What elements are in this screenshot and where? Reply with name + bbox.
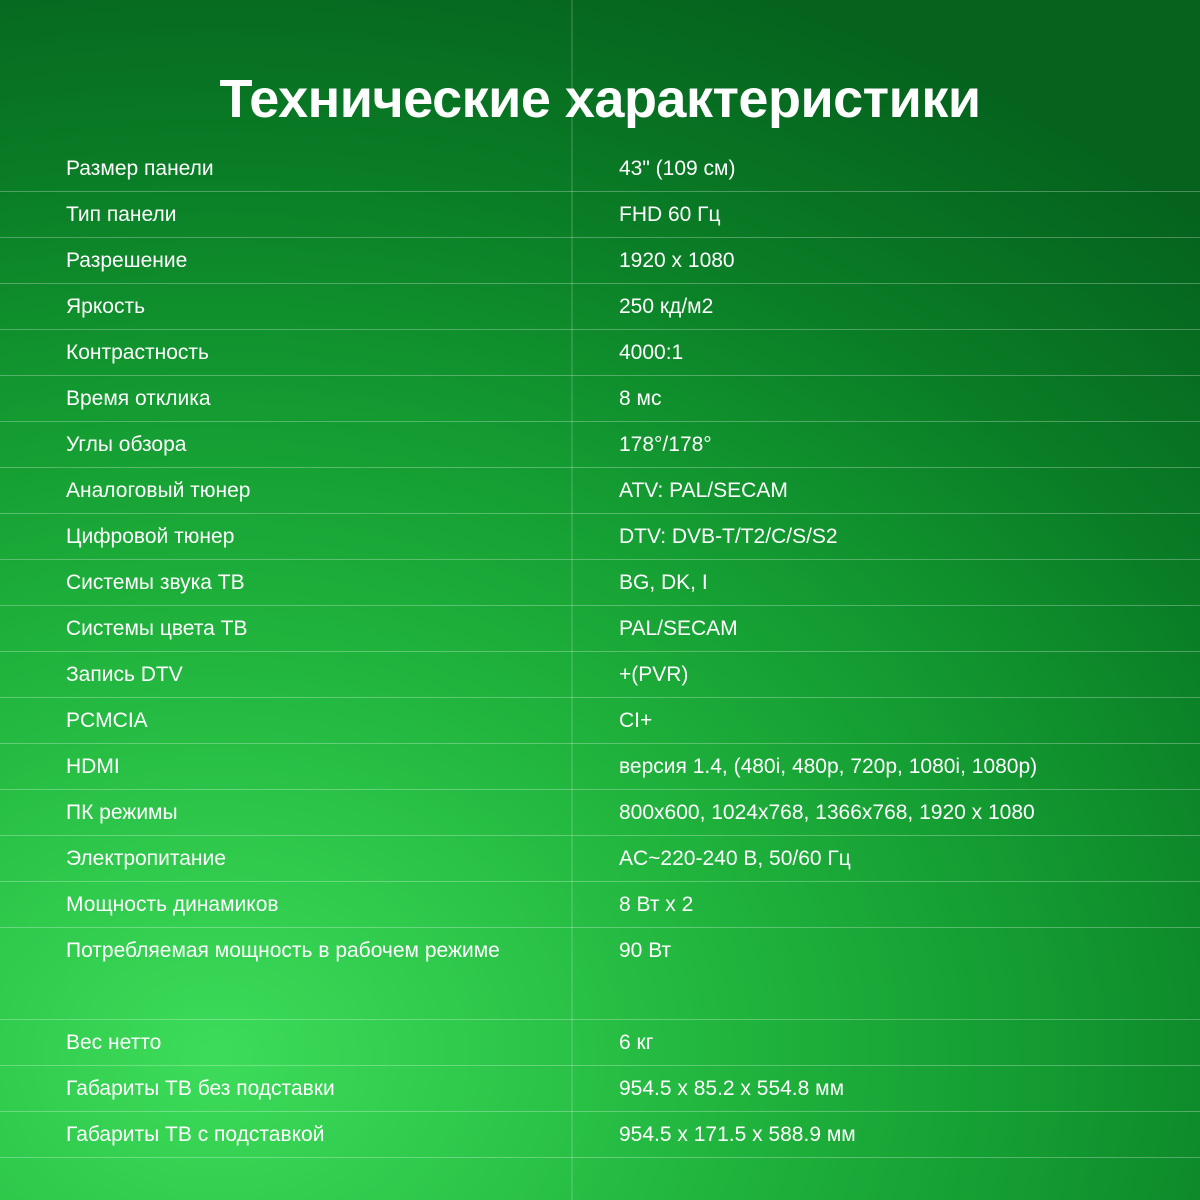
- table-row: [0, 928, 1200, 1020]
- spec-label: Размер панели: [66, 157, 214, 180]
- spec-value: 8 мс: [619, 387, 662, 410]
- table-row: [0, 238, 1200, 284]
- spec-value: 90 Вт: [619, 939, 672, 962]
- spec-label: Габариты ТВ с подставкой: [66, 1123, 325, 1146]
- spec-value: 8 Вт x 2: [619, 893, 694, 916]
- spec-value: 250 кд/м2: [619, 295, 714, 318]
- spec-label: Цифровой тюнер: [66, 525, 235, 548]
- spec-value: 954.5 x 85.2 x 554.8 мм: [619, 1077, 845, 1100]
- spec-value: BG, DK, I: [619, 571, 708, 594]
- spec-value: 954.5 x 171.5 x 588.9 мм: [619, 1123, 856, 1146]
- spec-label: Вес нетто: [66, 1031, 162, 1054]
- table-row: [0, 790, 1200, 836]
- spec-label: Яркость: [66, 295, 146, 318]
- table-row: [0, 146, 1200, 192]
- spec-value: 1920 x 1080: [619, 249, 735, 272]
- spec-value: FHD 60 Гц: [619, 203, 721, 226]
- spec-label: Системы звука ТВ: [66, 571, 245, 594]
- spec-value: ATV: PAL/SECAM: [619, 479, 788, 502]
- page-title: Технические характеристики: [219, 69, 981, 130]
- spec-value: CI+: [619, 709, 653, 732]
- table-row: [0, 698, 1200, 744]
- spec-value: AC~220-240 В, 50/60 Гц: [619, 847, 851, 870]
- spec-value: +(PVR): [619, 663, 689, 686]
- table-row: [0, 284, 1200, 330]
- spec-value: 43" (109 см): [619, 157, 736, 180]
- spec-label: ПК режимы: [66, 801, 178, 824]
- table-row: [0, 744, 1200, 790]
- table-row: [0, 882, 1200, 928]
- spec-value: PAL/SECAM: [619, 617, 738, 640]
- table-row: [0, 514, 1200, 560]
- table-row: [0, 468, 1200, 514]
- table-row: [0, 836, 1200, 882]
- table-row: [0, 652, 1200, 698]
- table-row: [0, 1112, 1200, 1158]
- spec-value: версия 1.4, (480i, 480p, 720p, 1080i, 1080p): [619, 755, 1038, 778]
- spec-value: 6 кг: [619, 1031, 654, 1054]
- table-row: [0, 560, 1200, 606]
- spec-label: Аналоговый тюнер: [66, 479, 251, 502]
- spec-label: Время отклика: [66, 387, 211, 410]
- spec-label: Электропитание: [66, 847, 226, 870]
- spec-label: Углы обзора: [66, 433, 187, 456]
- spec-value: DTV: DVB-T/T2/C/S/S2: [619, 525, 838, 548]
- spec-value: 4000:1: [619, 341, 684, 364]
- spec-label: Потребляемая мощность в рабочем режиме: [66, 939, 500, 962]
- table-row: [0, 1020, 1200, 1066]
- spec-label: Контрастность: [66, 341, 209, 364]
- spec-label: Разрешение: [66, 249, 188, 272]
- spec-value: 800x600, 1024x768, 1366x768, 1920 x 1080: [619, 801, 1035, 824]
- table-row: [0, 1066, 1200, 1112]
- spec-value: 178°/178°: [619, 433, 712, 456]
- table-row: [0, 422, 1200, 468]
- spec-label: PCMCIA: [66, 709, 148, 732]
- spec-label: Мощность динамиков: [66, 893, 279, 916]
- table-row: [0, 192, 1200, 238]
- spec-label: HDMI: [66, 755, 120, 778]
- spec-label: Запись DTV: [66, 663, 183, 686]
- table-row: [0, 330, 1200, 376]
- table-row: [0, 376, 1200, 422]
- table-row: [0, 606, 1200, 652]
- spec-label: Тип панели: [66, 203, 177, 226]
- spec-label: Системы цвета ТВ: [66, 617, 248, 640]
- spec-label: Габариты ТВ без подставки: [66, 1077, 335, 1100]
- specifications-table: [0, 146, 1200, 1158]
